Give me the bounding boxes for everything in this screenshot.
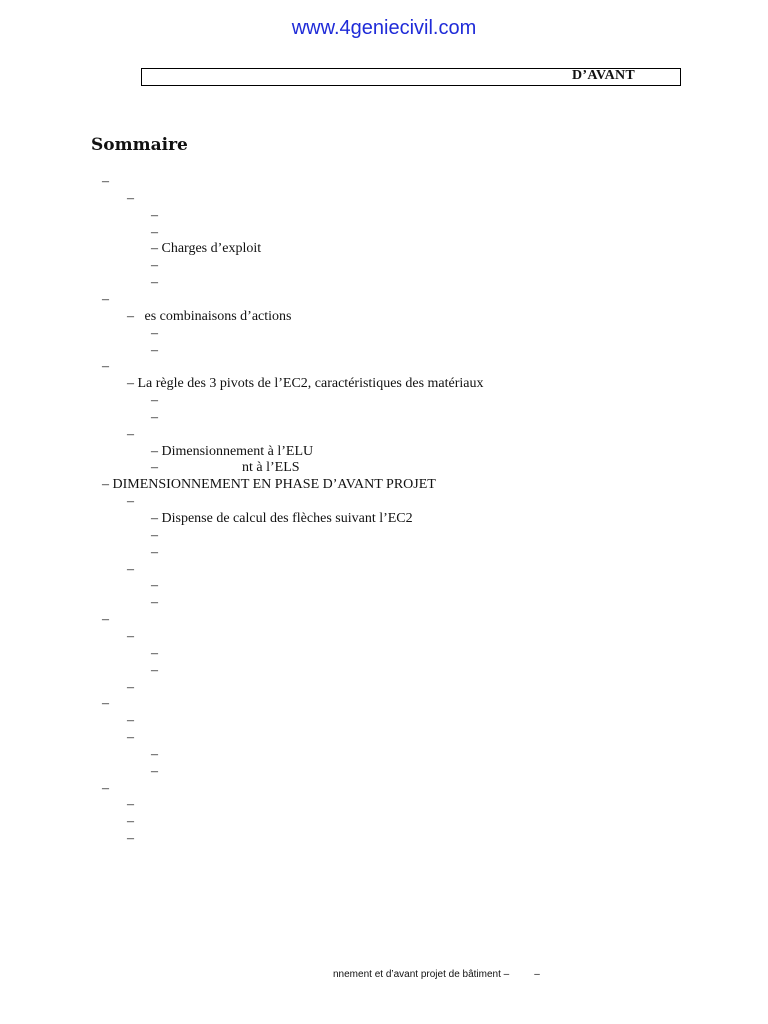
page-footer: nnement et d’avant projet de bâtiment – – [333, 969, 540, 980]
toc-entry-level-1[interactable]: – DIMENSIONNEMENT EN PHASE D’AVANT PROJET [102, 477, 436, 492]
toc-entry-level-2[interactable]: – [127, 427, 134, 442]
toc-entry-level-3[interactable]: – [151, 275, 158, 290]
toc-entry-level-3[interactable]: – [151, 747, 158, 762]
toc-entry-level-2[interactable]: – [127, 629, 134, 644]
toc-entry-level-2[interactable]: – [127, 680, 134, 695]
toc-entry-level-1[interactable]: – [102, 174, 109, 189]
toc-entry-level-3[interactable]: – nt à l’ELS [151, 460, 300, 475]
toc-entry-level-3[interactable]: – [151, 646, 158, 661]
toc-entry-level-3[interactable]: – [151, 326, 158, 341]
toc-entry-level-3[interactable]: – Dispense de calcul des flèches suivant l’EC2 [151, 511, 413, 526]
toc-entry-level-3[interactable]: – [151, 343, 158, 358]
toc-entry-level-1[interactable]: – [102, 292, 109, 307]
toc-entry-level-3[interactable]: – [151, 764, 158, 779]
toc-entry-level-2[interactable]: – [127, 730, 134, 745]
toc-entry-level-1[interactable]: – [102, 359, 109, 374]
toc-entry-level-2[interactable]: – [127, 713, 134, 728]
toc-entry-level-3[interactable]: – [151, 410, 158, 425]
toc-entry-level-3[interactable]: – [151, 528, 158, 543]
site-url-link[interactable]: www.4geniecivil.com [291, 17, 477, 39]
toc-entry-level-3[interactable]: – [151, 208, 158, 223]
toc-entry-level-2[interactable]: – La règle des 3 pivots de l’EC2, caractéristiques des matériaux [127, 376, 484, 391]
toc-entry-level-3[interactable]: – [151, 225, 158, 240]
toc-entry-level-2[interactable]: – [127, 797, 134, 812]
toc-entry-level-2[interactable]: – [127, 562, 134, 577]
toc-entry-level-2[interactable]: – [127, 831, 134, 846]
toc-entry-level-2[interactable]: – [127, 494, 134, 509]
toc-entry-level-1[interactable]: – [102, 781, 109, 796]
toc-entry-level-1[interactable]: – [102, 696, 109, 711]
document-title: D’AVANT [572, 68, 636, 83]
toc-entry-level-3[interactable]: – [151, 258, 158, 273]
toc-entry-level-1[interactable]: – [102, 612, 109, 627]
toc-entry-level-3[interactable]: – Charges d’exploit [151, 241, 262, 256]
toc-entry-level-3[interactable]: – [151, 578, 158, 593]
toc-entry-level-3[interactable]: – [151, 595, 158, 610]
summary-heading: Sommaire [91, 135, 188, 155]
toc-entry-level-3[interactable]: – [151, 393, 158, 408]
toc-entry-level-2[interactable]: – [127, 814, 134, 829]
toc-entry-level-2[interactable]: – es combinaisons d’actions [127, 309, 292, 324]
toc-entry-level-3[interactable]: – [151, 545, 158, 560]
toc-entry-level-3[interactable]: – Dimensionnement à l’ELU [151, 444, 314, 459]
toc-entry-level-3[interactable]: – [151, 663, 158, 678]
toc-entry-level-2[interactable]: – [127, 191, 134, 206]
